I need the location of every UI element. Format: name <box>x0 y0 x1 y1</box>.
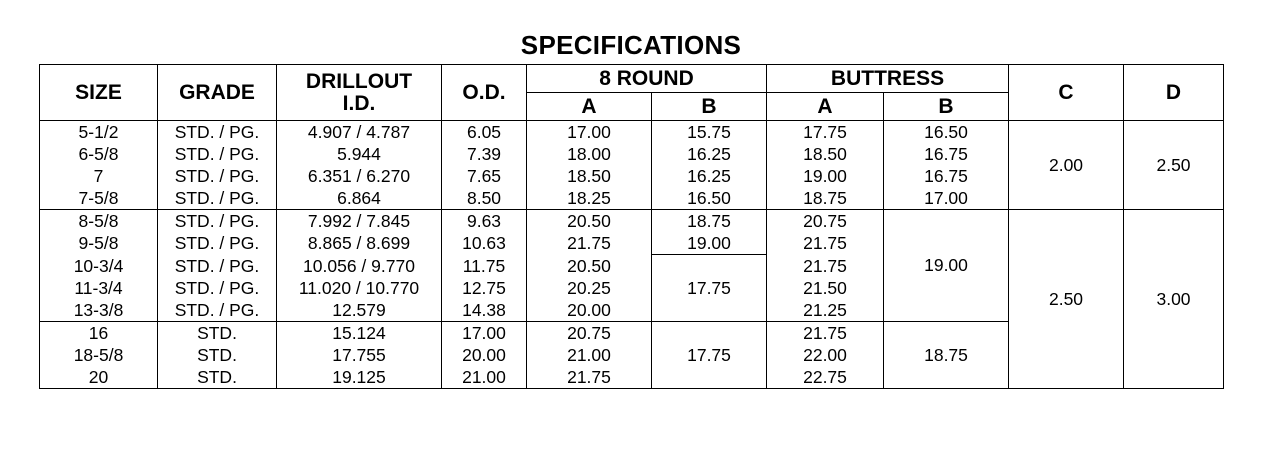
cell-id: 10.056 / 9.770 <box>277 255 442 277</box>
cell-grade: STD. / PG. <box>158 121 277 144</box>
header-8-round: 8 ROUND <box>527 65 767 93</box>
cell-buttress-a: 19.00 <box>767 165 884 187</box>
cell-grade: STD. / PG. <box>158 143 277 165</box>
header-drillout: DRILLOUT <box>305 69 413 93</box>
cell-d-group2: 3.00 <box>1124 210 1224 389</box>
cell-id: 6.351 / 6.270 <box>277 165 442 187</box>
cell-grade: STD. / PG. <box>158 187 277 210</box>
header-id: I.D. <box>342 91 376 115</box>
cell-id: 7.992 / 7.845 <box>277 210 442 233</box>
cell-8round-b: 18.75 <box>652 210 767 233</box>
cell-size: 6-5/8 <box>40 143 158 165</box>
cell-od: 17.00 <box>442 321 527 344</box>
cell-8round-b: 19.00 <box>652 232 767 255</box>
cell-size: 20 <box>40 366 158 389</box>
cell-8round-a: 18.25 <box>527 187 652 210</box>
header-8-round-a: A <box>527 93 652 121</box>
cell-8round-a: 21.75 <box>527 366 652 389</box>
cell-id: 4.907 / 4.787 <box>277 121 442 144</box>
cell-8round-a: 20.50 <box>527 255 652 277</box>
cell-size: 10-3/4 <box>40 255 158 277</box>
cell-8round-b: 16.25 <box>652 143 767 165</box>
cell-od: 10.63 <box>442 232 527 255</box>
cell-id: 6.864 <box>277 187 442 210</box>
cell-buttress-b: 16.75 <box>884 143 1009 165</box>
cell-od: 9.63 <box>442 210 527 233</box>
header-buttress-a: A <box>767 93 884 121</box>
header-row <box>40 65 1224 93</box>
cell-8round-b-merged-2: 17.75 <box>652 321 767 388</box>
cell-od: 21.00 <box>442 366 527 389</box>
cell-8round-b: 16.25 <box>652 165 767 187</box>
cell-8round-a: 18.50 <box>527 165 652 187</box>
cell-id: 19.125 <box>277 366 442 389</box>
cell-size: 7-5/8 <box>40 187 158 210</box>
cell-buttress-a: 22.75 <box>767 366 884 389</box>
cell-od: 12.75 <box>442 277 527 299</box>
cell-buttress-b-merged-2: 18.75 <box>884 321 1009 388</box>
cell-d-group1: 2.50 <box>1124 121 1224 210</box>
cell-id: 8.865 / 8.699 <box>277 232 442 255</box>
cell-id: 11.020 / 10.770 <box>277 277 442 299</box>
cell-od: 11.75 <box>442 255 527 277</box>
cell-grade: STD. / PG. <box>158 255 277 277</box>
cell-grade: STD. / PG. <box>158 299 277 322</box>
specifications-table <box>39 64 1224 389</box>
cell-8round-a: 20.00 <box>527 299 652 322</box>
table-row <box>40 121 1224 144</box>
cell-size: 5-1/2 <box>40 121 158 144</box>
cell-od: 7.65 <box>442 165 527 187</box>
cell-8round-a: 21.75 <box>527 232 652 255</box>
header-od: O.D. <box>442 65 527 121</box>
cell-8round-a: 20.50 <box>527 210 652 233</box>
cell-size: 11-3/4 <box>40 277 158 299</box>
cell-grade: STD. / PG. <box>158 210 277 233</box>
cell-id: 12.579 <box>277 299 442 322</box>
header-d: D <box>1124 65 1224 121</box>
cell-grade: STD. / PG. <box>158 277 277 299</box>
cell-8round-a: 21.00 <box>527 344 652 366</box>
page-title: SPECIFICATIONS <box>520 30 742 60</box>
cell-grade: STD. / PG. <box>158 232 277 255</box>
cell-buttress-a: 21.75 <box>767 255 884 277</box>
cell-buttress-a: 22.00 <box>767 344 884 366</box>
header-8-round-b: B <box>652 93 767 121</box>
cell-size: 7 <box>40 165 158 187</box>
cell-buttress-b: 17.00 <box>884 187 1009 210</box>
cell-grade: STD. <box>158 366 277 389</box>
cell-buttress-b-merged-1: 19.00 <box>884 210 1009 322</box>
cell-buttress-a: 20.75 <box>767 210 884 233</box>
cell-od: 6.05 <box>442 121 527 144</box>
cell-size: 18-5/8 <box>40 344 158 366</box>
cell-od: 14.38 <box>442 299 527 322</box>
cell-size: 13-3/8 <box>40 299 158 322</box>
cell-8round-b: 16.50 <box>652 187 767 210</box>
cell-8round-b: 15.75 <box>652 121 767 144</box>
table-row <box>40 210 1224 233</box>
cell-grade: STD. <box>158 344 277 366</box>
cell-buttress-b: 16.50 <box>884 121 1009 144</box>
cell-buttress-a: 21.50 <box>767 277 884 299</box>
cell-od: 7.39 <box>442 143 527 165</box>
header-size: SIZE <box>40 65 158 121</box>
cell-size: 16 <box>40 321 158 344</box>
cell-buttress-a: 18.75 <box>767 187 884 210</box>
cell-c-group1: 2.00 <box>1009 121 1124 210</box>
cell-8round-a: 20.25 <box>527 277 652 299</box>
header-drillout-id <box>277 65 442 121</box>
cell-buttress-a: 17.75 <box>767 121 884 144</box>
cell-8round-b-merged-1: 17.75 <box>652 255 767 322</box>
cell-size: 9-5/8 <box>40 232 158 255</box>
cell-buttress-a: 21.75 <box>767 321 884 344</box>
cell-8round-a: 20.75 <box>527 321 652 344</box>
cell-id: 15.124 <box>277 321 442 344</box>
cell-buttress-a: 21.25 <box>767 299 884 322</box>
cell-size: 8-5/8 <box>40 210 158 233</box>
cell-buttress-a: 18.50 <box>767 143 884 165</box>
cell-id: 17.755 <box>277 344 442 366</box>
cell-buttress-b: 16.75 <box>884 165 1009 187</box>
header-buttress: BUTTRESS <box>767 65 1009 93</box>
header-grade: GRADE <box>158 65 277 121</box>
cell-8round-a: 17.00 <box>527 121 652 144</box>
cell-od: 20.00 <box>442 344 527 366</box>
cell-c-group2: 2.50 <box>1009 210 1124 389</box>
cell-grade: STD. <box>158 321 277 344</box>
cell-buttress-a: 21.75 <box>767 232 884 255</box>
header-buttress-b: B <box>884 93 1009 121</box>
cell-od: 8.50 <box>442 187 527 210</box>
cell-id: 5.944 <box>277 143 442 165</box>
header-c: C <box>1009 65 1124 121</box>
cell-grade: STD. / PG. <box>158 165 277 187</box>
cell-8round-a: 18.00 <box>527 143 652 165</box>
